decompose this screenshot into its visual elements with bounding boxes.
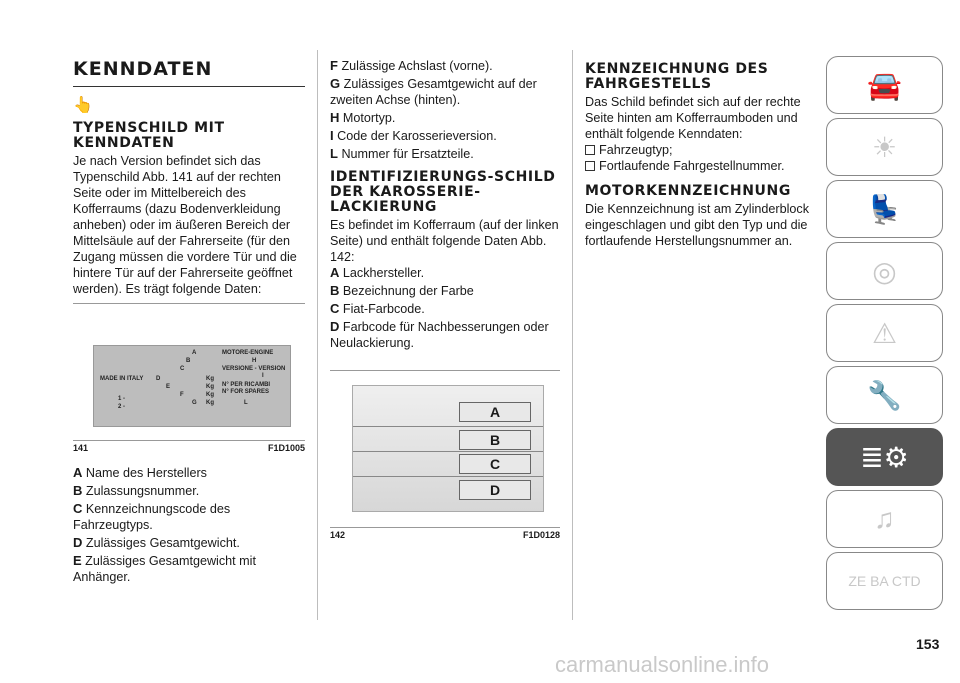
row-label-1: 1 - [118, 396, 126, 402]
figure-code: F1D0128 [522, 530, 560, 540]
figure-top-rule [330, 370, 560, 371]
legend-item: L Nummer für Ersatzteile. [330, 146, 474, 161]
column-divider [317, 50, 318, 620]
plate-letter-e: E [166, 384, 171, 390]
plate-letter-i: I [262, 373, 264, 379]
legend-item: E Zulässiges Gesamtgewicht mit Anhänger. [73, 553, 256, 584]
row-label-2: 2 - [118, 404, 126, 410]
bullet-item: Fortlaufende Fahrgestellnummer. [585, 158, 820, 174]
section-text-fahrgestell: Das Schild befindet sich auf der rechte Seite hinten am Kofferraumboden und enthält folgende Kenndaten: [585, 95, 801, 141]
plate-letter-h: H [252, 358, 257, 364]
figure-141-caption [73, 440, 305, 453]
page-number: 153 [916, 636, 940, 652]
safety-airbag-icon: 💺 [867, 193, 902, 225]
kg-label-2: Kg [206, 384, 214, 390]
plate-letter-g: G [192, 400, 197, 406]
plate-line [353, 451, 543, 452]
section-heading-typenschild: TYPENSCHILD MIT KENNDATEN [73, 120, 225, 151]
legend-item: F Zulässige Achslast (vorne). [330, 58, 493, 73]
engine-label: MOTORE-ENGINE [222, 350, 274, 356]
checkbox-bullet-icon [585, 161, 595, 171]
plate-field-a: A [459, 402, 531, 422]
section-text-lackierung: Es befindet im Kofferraum (auf der linken Seite) und enthält folgende Daten Abb. 142: [330, 218, 559, 264]
plate-letter-c: C [180, 366, 185, 372]
tab-technical-data[interactable] [826, 428, 943, 486]
multimedia-icon: ♫ [874, 503, 895, 534]
section-heading-fahrgestell: KENNZEICHNUNG DES FAHRGESTELLS [585, 61, 769, 92]
maintenance-icon: 🔧 [867, 379, 902, 411]
legend-item: A Lackhersteller. [330, 265, 425, 280]
legend-item: G Zulässiges Gesamtgewicht auf der zweiten Achse (hinten). [330, 76, 537, 107]
index-icon: ZE BA CTD [848, 573, 921, 589]
made-in-label: MADE IN ITALY [100, 376, 144, 382]
column-right [585, 58, 820, 249]
legend-item: D Zulässiges Gesamtgewicht. [73, 535, 240, 550]
plate-letter-f: F [180, 392, 184, 398]
page-title: KENNDATEN [73, 58, 213, 80]
watermark: carmanualsonline.info [555, 652, 770, 677]
checkbox-bullet-icon [585, 145, 595, 155]
legend-item: C Fiat-Farbcode. [330, 301, 425, 316]
tab-emergency[interactable] [826, 304, 943, 362]
hand-pointer-icon: 👆 [73, 97, 93, 114]
warning-lights-icon: ☀ [871, 131, 898, 163]
version-label: VERSIONE - VERSION [222, 366, 286, 372]
plate-line [353, 426, 543, 427]
type-plate-image [93, 345, 291, 427]
figure-141 [73, 310, 305, 455]
spares-label-it: N° PER RICAMBI [222, 382, 271, 388]
column-left [73, 58, 305, 587]
section-text-motor: Die Kennzeichnung ist am Zylinderblock eingeschlagen und gibt den Typ und die fortlaufende Herstellungsnummer an. [585, 202, 810, 248]
tab-car-info[interactable] [826, 56, 943, 114]
figure-code: F1D1005 [267, 443, 305, 453]
legend-item: B Zulassungsnummer. [73, 483, 200, 498]
legend-item: B Bezeichnung der Farbe [330, 283, 474, 298]
legend-141 [73, 465, 305, 585]
plate-field-b: B [459, 430, 531, 450]
section-heading-lackierung: IDENTIFIZIERUNGS-SCHILD DER KAROSSERIE-LACKIERUNG [330, 169, 556, 215]
tab-index[interactable] [826, 552, 943, 610]
plate-field-d: D [459, 480, 531, 500]
tab-safety[interactable] [826, 180, 943, 238]
figure-142-caption [330, 527, 560, 540]
emergency-icon: ⚠ [871, 317, 898, 349]
legend-item: H Motortyp. [330, 110, 396, 125]
column-divider [572, 50, 573, 620]
car-info-icon: 🚘 [867, 69, 902, 101]
kg-label-1: Kg [206, 376, 214, 382]
plate-letter-d: D [156, 376, 161, 382]
tab-multimedia[interactable] [826, 490, 943, 548]
section-heading-motor: MOTORKENNZEICHNUNG [585, 183, 791, 199]
legend-item: I Code der Karosserieversion. [330, 128, 497, 143]
figure-number: 142 [330, 530, 346, 540]
legend-item: A Name des Herstellers [73, 465, 207, 480]
kg-label-3: Kg [206, 392, 214, 398]
tab-warning-lights[interactable] [826, 118, 943, 176]
plate-field-c: C [459, 454, 531, 474]
title-rule [73, 86, 305, 87]
figure-number: 141 [73, 443, 89, 453]
figure-top-rule [73, 303, 305, 304]
column-middle [330, 58, 560, 353]
bullet-item: Fahrzeugtyp; [585, 142, 820, 158]
plate-letter-b: B [186, 358, 191, 364]
legend-item: C Kennzeichnungscode des Fahrzeugtyps. [73, 501, 231, 532]
steering-wheel-icon: ◎ [872, 255, 897, 287]
tab-maintenance[interactable] [826, 366, 943, 424]
technical-data-icon: ≣⚙ [860, 441, 909, 473]
paint-plate-image [352, 385, 544, 512]
plate-line [353, 476, 543, 477]
plate-letter-l: L [244, 400, 248, 406]
tab-driving[interactable] [826, 242, 943, 300]
kg-label-4: Kg [206, 400, 214, 406]
section-text-typenschild: Je nach Version befindet sich das Typenschild Abb. 141 auf der rechten Seite oder im Mittelbereich des Kofferraums (dazu Bodenverkleidung anheben) oder im äußeren Bereich der Mittelsäule auf der Fahrerseite (für den Zugang müssen die vordere Tür und die hintere Tür auf der Fahrerseite geöffnet werden). Es trägt folgende Daten: [73, 154, 297, 296]
legend-item: D Farbcode für Nachbesserungen oder Neulackierung. [330, 319, 549, 350]
spares-label-en: N° FOR SPARES [222, 389, 269, 395]
plate-letter-a: A [192, 350, 197, 356]
